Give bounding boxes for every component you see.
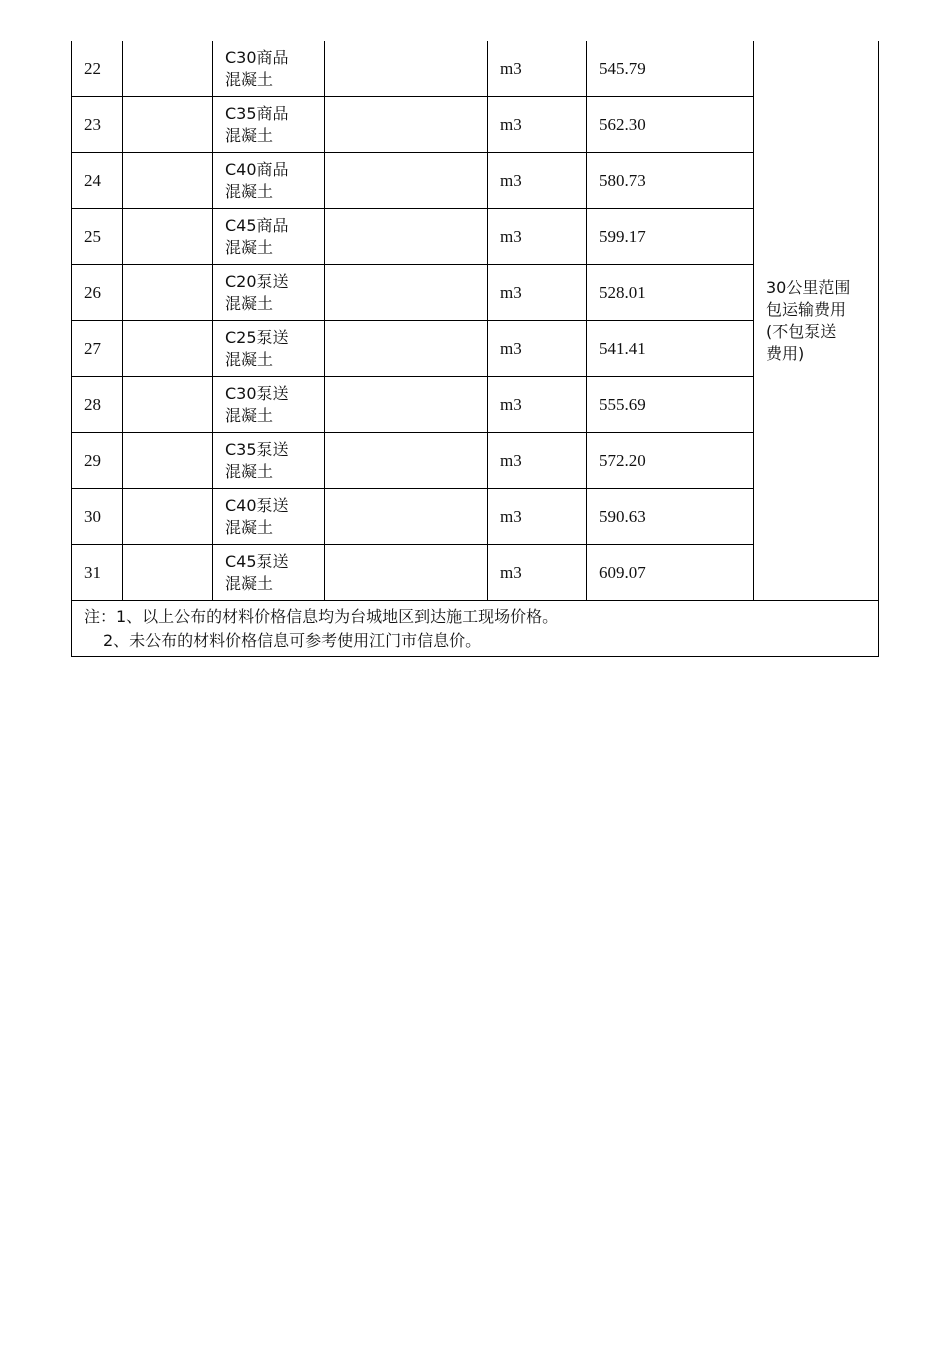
price-cell: 580.73 <box>587 153 754 209</box>
price-cell: 541.41 <box>587 321 754 377</box>
spec-cell <box>123 489 213 545</box>
unit-cell: m3 <box>488 321 587 377</box>
spec-cell <box>123 377 213 433</box>
brand-cell <box>325 433 488 489</box>
spec-cell <box>123 41 213 97</box>
material-name: C30泵送 混凝土 <box>213 377 325 433</box>
row-number: 27 <box>72 321 123 377</box>
note-line-2: 2、未公布的材料价格信息可参考使用江门市信息价。 <box>103 630 482 650</box>
notes-row <box>72 601 879 657</box>
notes-cell <box>72 601 879 657</box>
unit-cell: m3 <box>488 209 587 265</box>
material-name: C35商品 混凝土 <box>213 97 325 153</box>
price-sheet <box>71 41 878 657</box>
price-cell: 545.79 <box>587 41 754 97</box>
row-number: 30 <box>72 489 123 545</box>
note-line-1: 注：1、以上公布的材料价格信息均为台城地区到达施工现场价格。 <box>84 606 559 626</box>
spec-cell <box>123 265 213 321</box>
spec-cell <box>123 97 213 153</box>
row-number: 24 <box>72 153 123 209</box>
spec-cell <box>123 433 213 489</box>
brand-cell <box>325 41 488 97</box>
price-cell: 609.07 <box>587 545 754 601</box>
row-number: 29 <box>72 433 123 489</box>
unit-cell: m3 <box>488 545 587 601</box>
spec-cell <box>123 321 213 377</box>
material-name: C30商品 混凝土 <box>213 41 325 97</box>
unit-cell: m3 <box>488 265 587 321</box>
unit-cell: m3 <box>488 433 587 489</box>
brand-cell <box>325 265 488 321</box>
material-name: C45商品 混凝土 <box>213 209 325 265</box>
row-number: 25 <box>72 209 123 265</box>
unit-cell: m3 <box>488 97 587 153</box>
remark-cell: 30公里范围 包运输费用 (不包泵送 费用) <box>754 41 879 601</box>
price-cell: 555.69 <box>587 377 754 433</box>
brand-cell <box>325 545 488 601</box>
spec-cell <box>123 209 213 265</box>
material-name: C20泵送 混凝土 <box>213 265 325 321</box>
row-number: 26 <box>72 265 123 321</box>
row-number: 31 <box>72 545 123 601</box>
row-number: 22 <box>72 41 123 97</box>
material-name: C45泵送 混凝土 <box>213 545 325 601</box>
price-cell: 590.63 <box>587 489 754 545</box>
brand-cell <box>325 377 488 433</box>
material-name: C40泵送 混凝土 <box>213 489 325 545</box>
unit-cell: m3 <box>488 153 587 209</box>
unit-cell: m3 <box>488 489 587 545</box>
brand-cell <box>325 321 488 377</box>
unit-cell: m3 <box>488 41 587 97</box>
material-name: C25泵送 混凝土 <box>213 321 325 377</box>
spec-cell <box>123 153 213 209</box>
unit-cell: m3 <box>488 377 587 433</box>
price-cell: 599.17 <box>587 209 754 265</box>
price-cell: 562.30 <box>587 97 754 153</box>
material-name: C35泵送 混凝土 <box>213 433 325 489</box>
brand-cell <box>325 97 488 153</box>
material-price-table <box>71 41 879 657</box>
brand-cell <box>325 153 488 209</box>
material-name: C40商品 混凝土 <box>213 153 325 209</box>
spec-cell <box>123 545 213 601</box>
brand-cell <box>325 209 488 265</box>
row-number: 23 <box>72 97 123 153</box>
row-number: 28 <box>72 377 123 433</box>
price-cell: 572.20 <box>587 433 754 489</box>
price-cell: 528.01 <box>587 265 754 321</box>
table-row <box>72 41 879 97</box>
brand-cell <box>325 489 488 545</box>
